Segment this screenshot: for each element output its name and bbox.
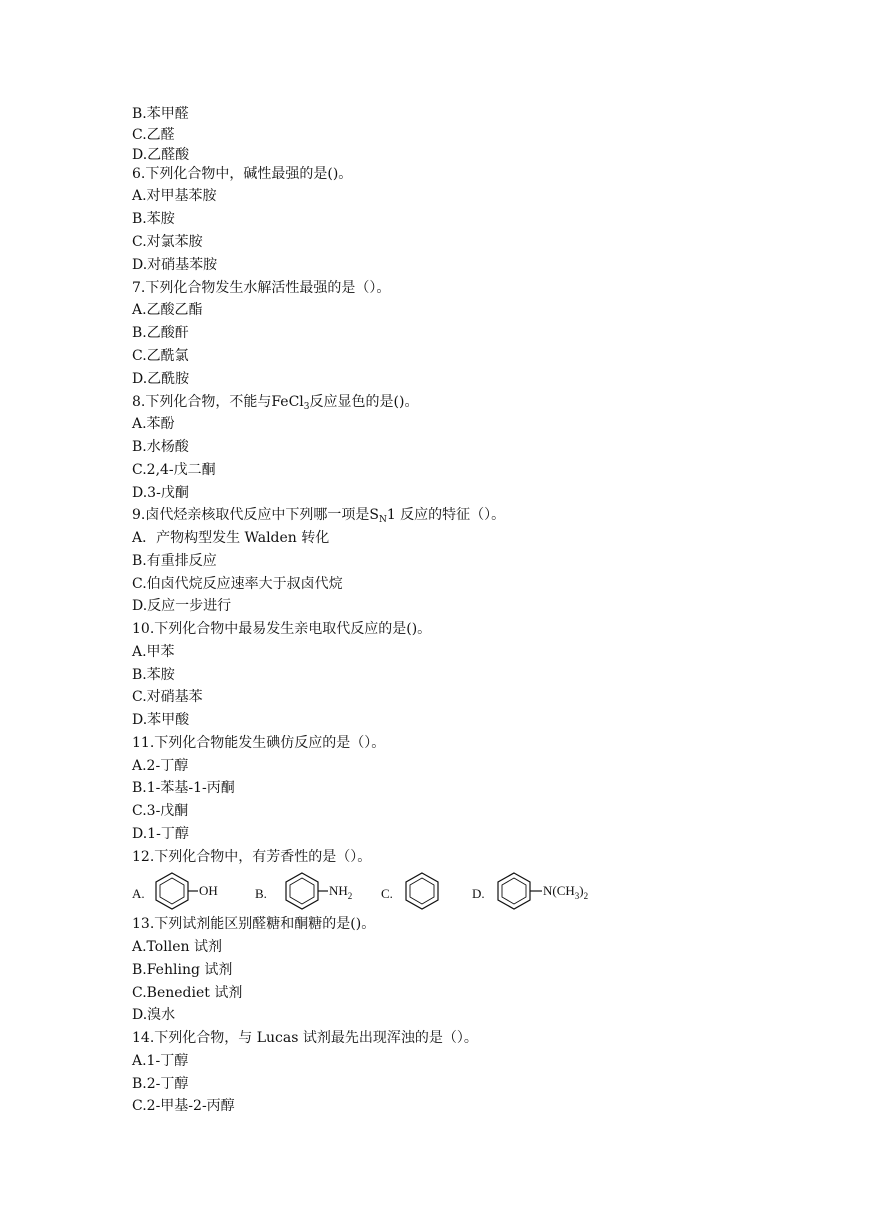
- option-line: B.水杨酸: [132, 439, 189, 455]
- option-line: B.2-丁醇: [132, 1076, 189, 1092]
- phenol-structure: [150, 870, 240, 914]
- question-line: 13.下列试剂能区别醛糖和酮糖的是()。: [132, 916, 376, 932]
- option-line: A.1-丁醇: [132, 1053, 189, 1069]
- group-nh-subscript: 2: [347, 891, 353, 901]
- group-nme2-close: ): [579, 883, 584, 898]
- sn-symbol: S: [369, 507, 379, 523]
- option-line: D.苯甲酸: [132, 712, 190, 728]
- option-line: A.乙酸乙酯: [132, 302, 203, 318]
- question-line: [132, 506, 505, 529]
- aniline-structure: [280, 870, 370, 914]
- option-label-d: D.: [472, 886, 485, 901]
- option-line: C.对硝基苯: [132, 689, 203, 705]
- option-line: C.对氯苯胺: [132, 234, 203, 250]
- formula-subscript: 3: [303, 402, 310, 412]
- option-line: D.溴水: [132, 1007, 176, 1023]
- question-line: [132, 393, 418, 416]
- question-line: 7.下列化合物发生水解活性最强的是（）。: [132, 280, 391, 296]
- question-text: 9.卤代烃亲核取代反应中下列哪一项是: [132, 507, 370, 523]
- option-line: A.对甲基苯胺: [132, 188, 217, 204]
- option-line: B.苯胺: [132, 211, 175, 227]
- option-line: C.2-甲基-2-丙醇: [132, 1098, 235, 1114]
- group-nh: NH: [329, 883, 348, 898]
- option-line: A.甲苯: [132, 644, 175, 660]
- option-line: C.乙酰氯: [132, 348, 189, 364]
- question-text: 8.下列化合物，不能与: [132, 394, 272, 410]
- group-nme2: N(CH: [543, 883, 575, 898]
- svg-text:N(CH3)2: [543, 883, 588, 901]
- benzene-structure: [400, 870, 450, 914]
- formula: FeCl: [271, 394, 304, 410]
- option-line: C.3-戊酮: [132, 803, 189, 819]
- dimethylaniline-structure: [492, 870, 632, 914]
- option-label-b: B.: [255, 886, 267, 901]
- group-nme2-subscript2: 2: [583, 891, 589, 901]
- option-line: B.有重排反应: [132, 553, 217, 569]
- option-line: D.1-丁醇: [132, 826, 189, 842]
- question-line: 14.下列化合物，与 Lucas 试剂最先出现浑浊的是（）。: [132, 1030, 478, 1046]
- option-line: C.2,4-戊二酮: [132, 462, 216, 478]
- option-line: C.伯卤代烷反应速率大于叔卤代烷: [132, 576, 343, 592]
- option-line: D.对硝基苯胺: [132, 257, 218, 273]
- question-line: 6.下列化合物中，碱性最强的是()。: [132, 166, 353, 182]
- option-line: D.3-戊酮: [132, 485, 189, 501]
- option-label-c: C.: [381, 886, 393, 901]
- question-text: 反应显色的是()。: [309, 394, 419, 410]
- structure-options: [132, 870, 632, 914]
- option-line: C.乙醛: [132, 127, 175, 143]
- sn-subscript: N: [378, 515, 387, 525]
- question-line: 10.下列化合物中最易发生亲电取代反应的是()。: [132, 621, 432, 637]
- option-line: D.乙醛酸: [132, 147, 190, 163]
- option-line: B.乙酸酐: [132, 325, 189, 341]
- option-line: A．产物构型发生 Walden 转化: [132, 530, 330, 546]
- option-line: A.Tollen 试剂: [132, 939, 222, 955]
- question-line: 12.下列化合物中，有芳香性的是（）。: [132, 849, 372, 865]
- group-oh: OH: [199, 883, 218, 898]
- group-nme2-subscript: 3: [574, 891, 580, 901]
- option-line: C.Benediet 试剂: [132, 985, 243, 1001]
- option-line: B.苯胺: [132, 667, 175, 683]
- option-line: B.苯甲醛: [132, 106, 189, 122]
- option-line: D.反应一步进行: [132, 598, 232, 614]
- question-line: 11.下列化合物能发生碘仿反应的是（）。: [132, 735, 386, 751]
- option-line: A.苯酚: [132, 416, 175, 432]
- option-line: B.1-苯基-1-丙酮: [132, 780, 235, 796]
- option-label-a: A.: [132, 886, 145, 901]
- option-line: A.2-丁醇: [132, 758, 189, 774]
- option-line: B.Fehling 试剂: [132, 962, 233, 978]
- svg-text:NH2: [329, 883, 352, 901]
- question-text: 1 反应的特征（）。: [386, 507, 506, 523]
- option-line: D.乙酰胺: [132, 371, 190, 387]
